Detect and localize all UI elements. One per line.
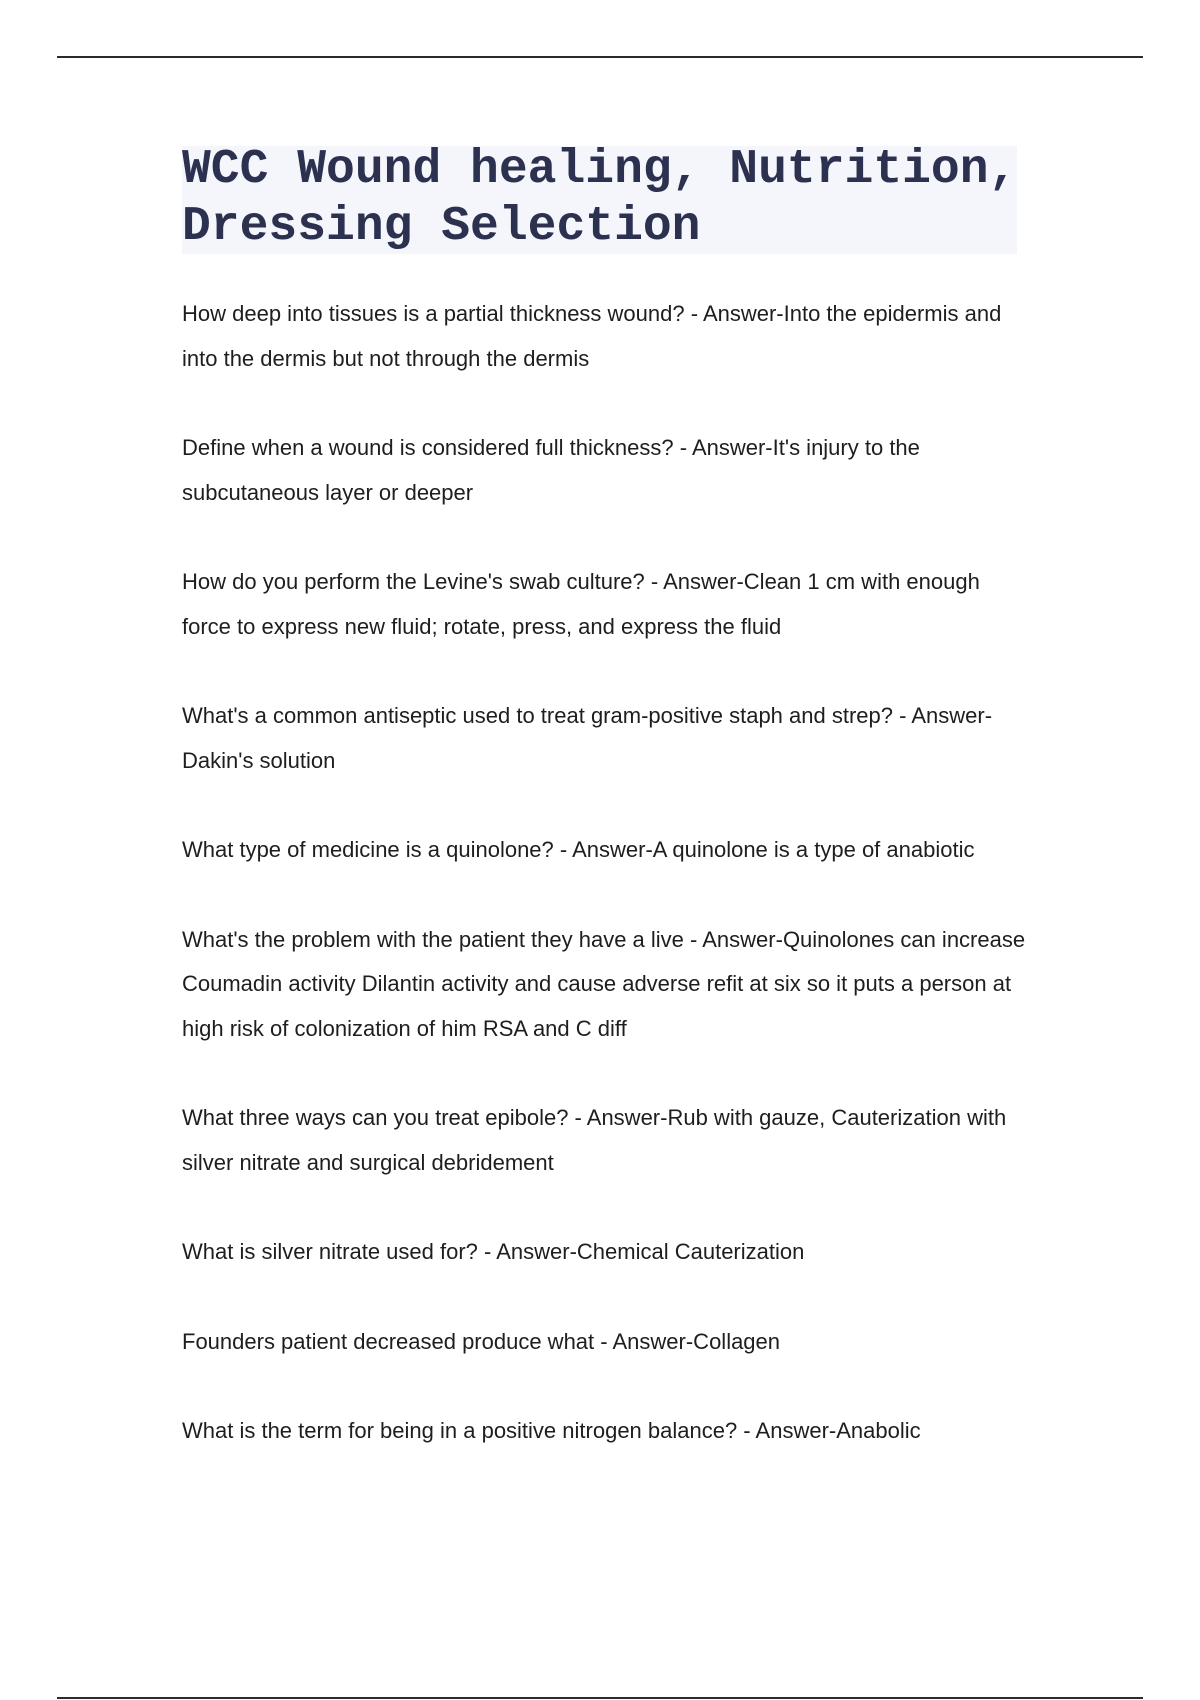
qa-item: What is silver nitrate used for? - Answer-Chemical Cauterization <box>182 1239 805 1264</box>
bottom-divider <box>57 1697 1143 1699</box>
qa-item: What three ways can you treat epibole? - Answer-Rub with gauze, Cauterization with silver nitrate and surgical debridement <box>182 1105 1007 1175</box>
qa-item: What is the term for being in a positive nitrogen balance? - Answer-Anabolic <box>182 1418 921 1443</box>
qa-item: How deep into tissues is a partial thickness wound? - Answer-Into the epidermis and into the dermis but not through the dermis <box>182 301 1002 371</box>
qa-item: Define when a wound is considered full thickness? - Answer-It's injury to the subcutaneous layer or deeper <box>182 435 920 505</box>
qa-item: What's the problem with the patient they have a live - Answer-Quinolones can increase Coumadin activity Dilantin activity and cause adverse refit at six so it puts a person at high risk of colonization of him RSA and C diff <box>182 926 1026 1041</box>
qa-item: What's a common antiseptic used to treat gram-positive staph and strep? - Answer-Dakin's solution <box>182 703 993 773</box>
top-divider <box>57 56 1143 58</box>
qa-list <box>182 292 1032 1499</box>
qa-item: Founders patient decreased produce what - Answer-Collagen <box>182 1328 781 1354</box>
qa-item: How do you perform the Levine's swab culture? - Answer-Clean 1 cm with enough force to express new fluid; rotate, press, and express the fluid <box>182 569 980 639</box>
qa-item: What type of medicine is a quinolone? - Answer-A quinolone is a type of anabiotic <box>182 837 975 862</box>
page-title: WCC Wound healing, Nutrition, Dressing Selection <box>182 143 1018 254</box>
